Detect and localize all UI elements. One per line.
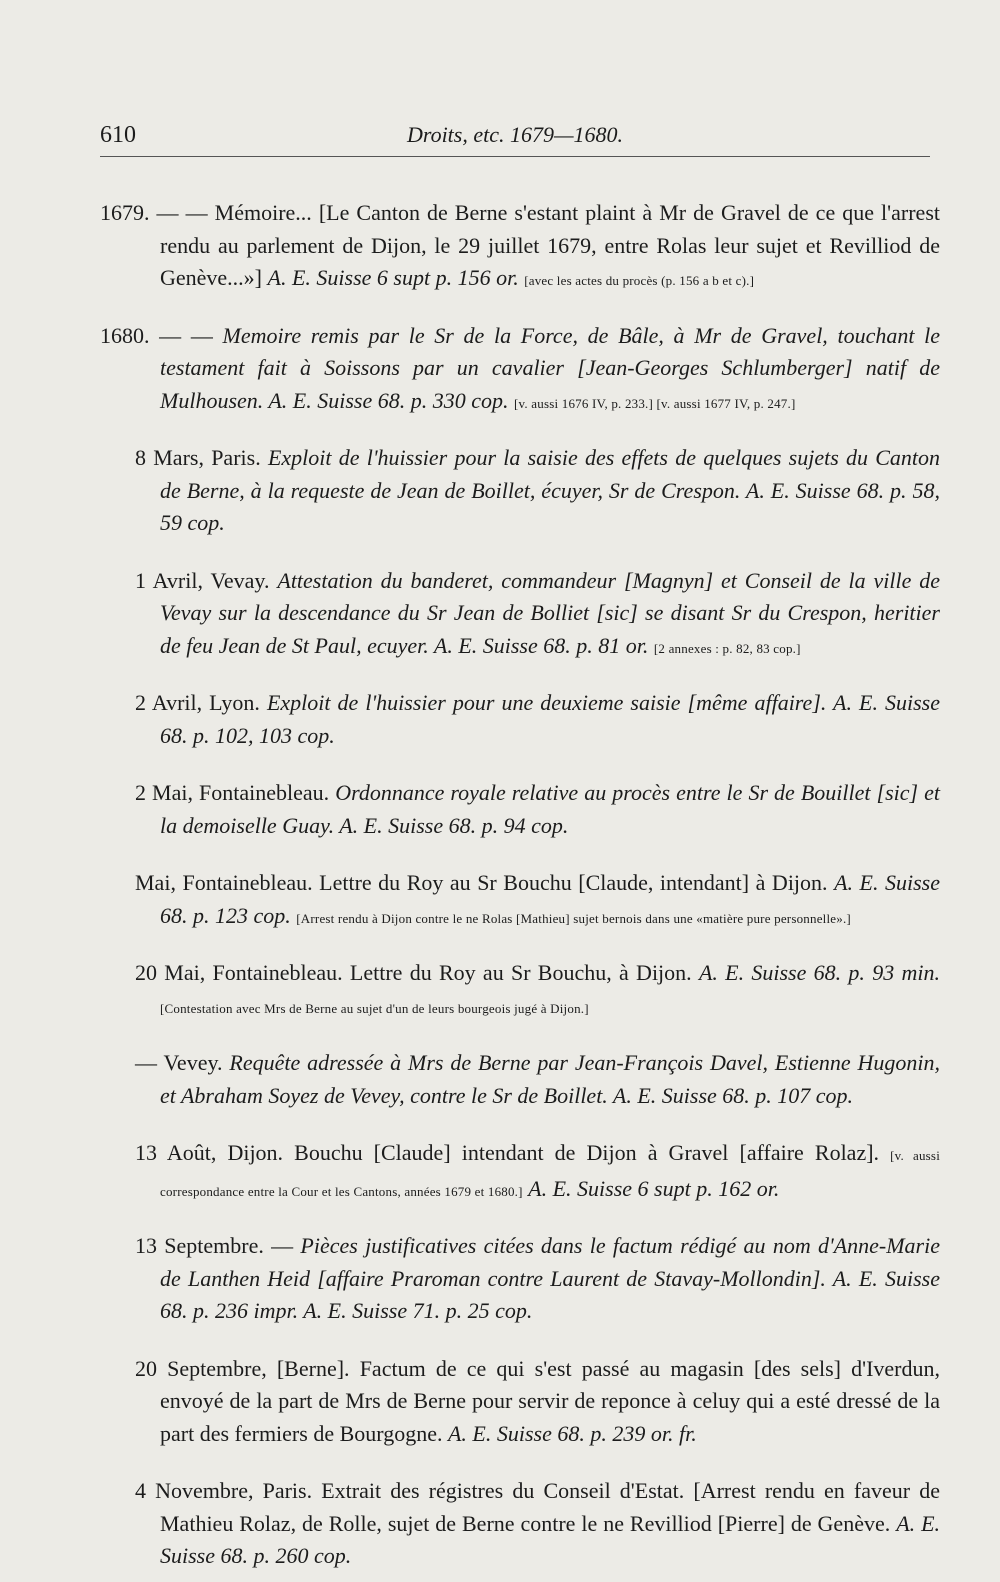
entry-text: Lettre du Roy au Sr Bouchu [Claude, intendant] à Dijon.: [319, 870, 828, 895]
entry-date: 2 Avril, Lyon.: [135, 690, 260, 715]
entry-note: [Contestation avec Mrs de Berne au sujet d'un de leurs bourgeois jugé à Dijon.]: [160, 1000, 589, 1016]
entry-2-mai: [100, 777, 940, 845]
entry-reference: Pièces justificatives citées dans le factum rédigé au nom d'Anne-Marie de Lanthen Heid [affaire Praroman contre Laurent de Stavay-Mollondin]. A. E. Suisse 68. p. 236 impr. A. E. Suisse 71. p. 25 cop.: [160, 1233, 940, 1323]
entry-20-septembre: [100, 1353, 940, 1454]
entry-mai: [100, 867, 940, 935]
entry-reference: A. E. Suisse 6 supt p. 156 or.: [267, 265, 519, 290]
entry-reference: Attestation du banderet, commandeur [Magnyn] et Conseil de la ville de Vevay sur la descendance du Sr Jean de Bolliet [sic] se disant Sr du Crespon, heritier de feu Jean de St Paul, ecuyer. A. E. Suisse 68. p. 81 or.: [160, 567, 941, 658]
entry-text: Lettre du Roy au Sr Bouchu, à Dijon.: [349, 960, 692, 985]
entry-note: [Arrest rendu à Dijon contre le ne Rolas [Mathieu] sujet bernois dans une «matière pure personnelle».]: [296, 910, 851, 926]
entry-2-avril: [100, 687, 940, 755]
entry-note: [2 annexes : p. 82, 83 cop.]: [653, 640, 801, 656]
entry-date: 20 Mai, Fontainebleau.: [135, 960, 343, 985]
entry-reference: A. E. Suisse 6 supt p. 162 or.: [528, 1175, 780, 1201]
entry-13-aout: [100, 1137, 940, 1208]
entry-20-mai: [100, 957, 940, 1025]
entry-1679: [100, 197, 940, 298]
entry-date: 8 Mars, Paris.: [135, 445, 261, 470]
entry-text: Extrait des régistres du Conseil d'Estat. [Arrest rendu en faveur de Mathieu Rolaz, de Rolle, sujet de Berne contre le ne Revilliod [Pierre] de Genève.: [160, 1478, 940, 1536]
entry-date: 13 Août, Dijon.: [135, 1140, 284, 1165]
entry-13-septembre: [100, 1230, 940, 1331]
entry-reference: A. E. Suisse 68. p. 260 cop.: [160, 1510, 941, 1568]
page-header: [100, 122, 930, 157]
entry-date: 1680. — —: [100, 322, 213, 348]
entry-vevey: [100, 1047, 940, 1115]
entry-1-avril: [100, 565, 940, 666]
entry-date: 20 Septembre, [Berne].: [135, 1355, 350, 1381]
entry-date: Mai, Fontainebleau.: [135, 870, 313, 895]
entry-8-mars: [100, 442, 940, 543]
entry-text: Factum de ce qui s'est passé au magasin [des sels] d'Iverdun, envoyé de la part de Mrs de Berne pour servir de reponce à celuy qui a esté dressé de la part des fermiers de Bourgogne.: [160, 1355, 941, 1446]
entry-reference: Ordonnance royale relative au procès entre le Sr de Bouillet [sic] et la demoiselle Guay. A. E. Suisse 68. p. 94 cop.: [160, 780, 940, 838]
entry-text: Mémoire... [Le Canton de Berne s'estant plaint à Mr de Gravel de ce que l'arrest rendu au parlement de Dijon, le 29 juillet 1679, entre Rolas leur sujet et Revilliod de Genève...»]: [160, 200, 940, 290]
entry-date: 1 Avril, Vevay.: [135, 567, 270, 593]
entry-date: 1679. — —: [100, 200, 208, 225]
entry-reference: A. E. Suisse 68. p. 93 min.: [698, 960, 940, 985]
entry-date: 4 Novembre, Paris.: [135, 1478, 313, 1503]
entry-4-novembre: [100, 1475, 940, 1576]
entry-reference: Exploit de l'huissier pour une deuxieme saisie [même affaire]. A. E. Suisse 68. p. 102, 103 cop.: [160, 690, 940, 748]
entry-text: Bouchu [Claude] intendant de Dijon à Gravel [affaire Rolaz].: [294, 1140, 880, 1165]
entry-reference: Exploit de l'huissier pour la saisie des effets de quelques sujets du Canton de Berne, à la requeste de Jean de Boillet, écuyer, Sr de Crespon. A. E. Suisse 68. p. 58, 59 cop.: [160, 445, 941, 535]
entry-note: [avec les actes du procès (p. 156 a b et c).]: [524, 273, 755, 288]
entry-date: 2 Mai, Fontainebleau.: [135, 780, 330, 805]
entry-date: 13 Septembre. —: [135, 1233, 294, 1258]
entry-reference: Memoire remis par le Sr de la Force, de Bâle, à Mr de Gravel, touchant le testament fait à Soissons par un cavalier [Jean-Georges Schlumberger] natif de Mulhousen. A. E. Suisse 68. p. 330 cop.: [160, 322, 941, 413]
entry-date: — Vevey.: [135, 1050, 223, 1075]
entry-1680: [100, 320, 940, 421]
page-number: 610: [100, 122, 136, 148]
entry-note: [v. aussi 1676 IV, p. 233.] [v. aussi 1677 IV, p. 247.]: [514, 395, 796, 411]
entry-reference: A. E. Suisse 68. p. 123 cop.: [160, 870, 941, 928]
entry-note: [v. aussi correspondance entre la Cour et les Cantons, années 1679 et 1680.]: [160, 1148, 941, 1199]
running-title: Droits, etc. 1679—1680.: [406, 122, 624, 147]
entry-reference: Requête adressée à Mrs de Berne par Jean-François Davel, Estienne Hugonin, et Abraham Soyez de Vevey, contre le Sr de Boillet. A. E. Suisse 68. p. 107 cop.: [160, 1050, 941, 1108]
entry-list: [100, 175, 940, 1581]
entry-reference: A. E. Suisse 68. p. 239 or. fr.: [447, 1420, 697, 1446]
